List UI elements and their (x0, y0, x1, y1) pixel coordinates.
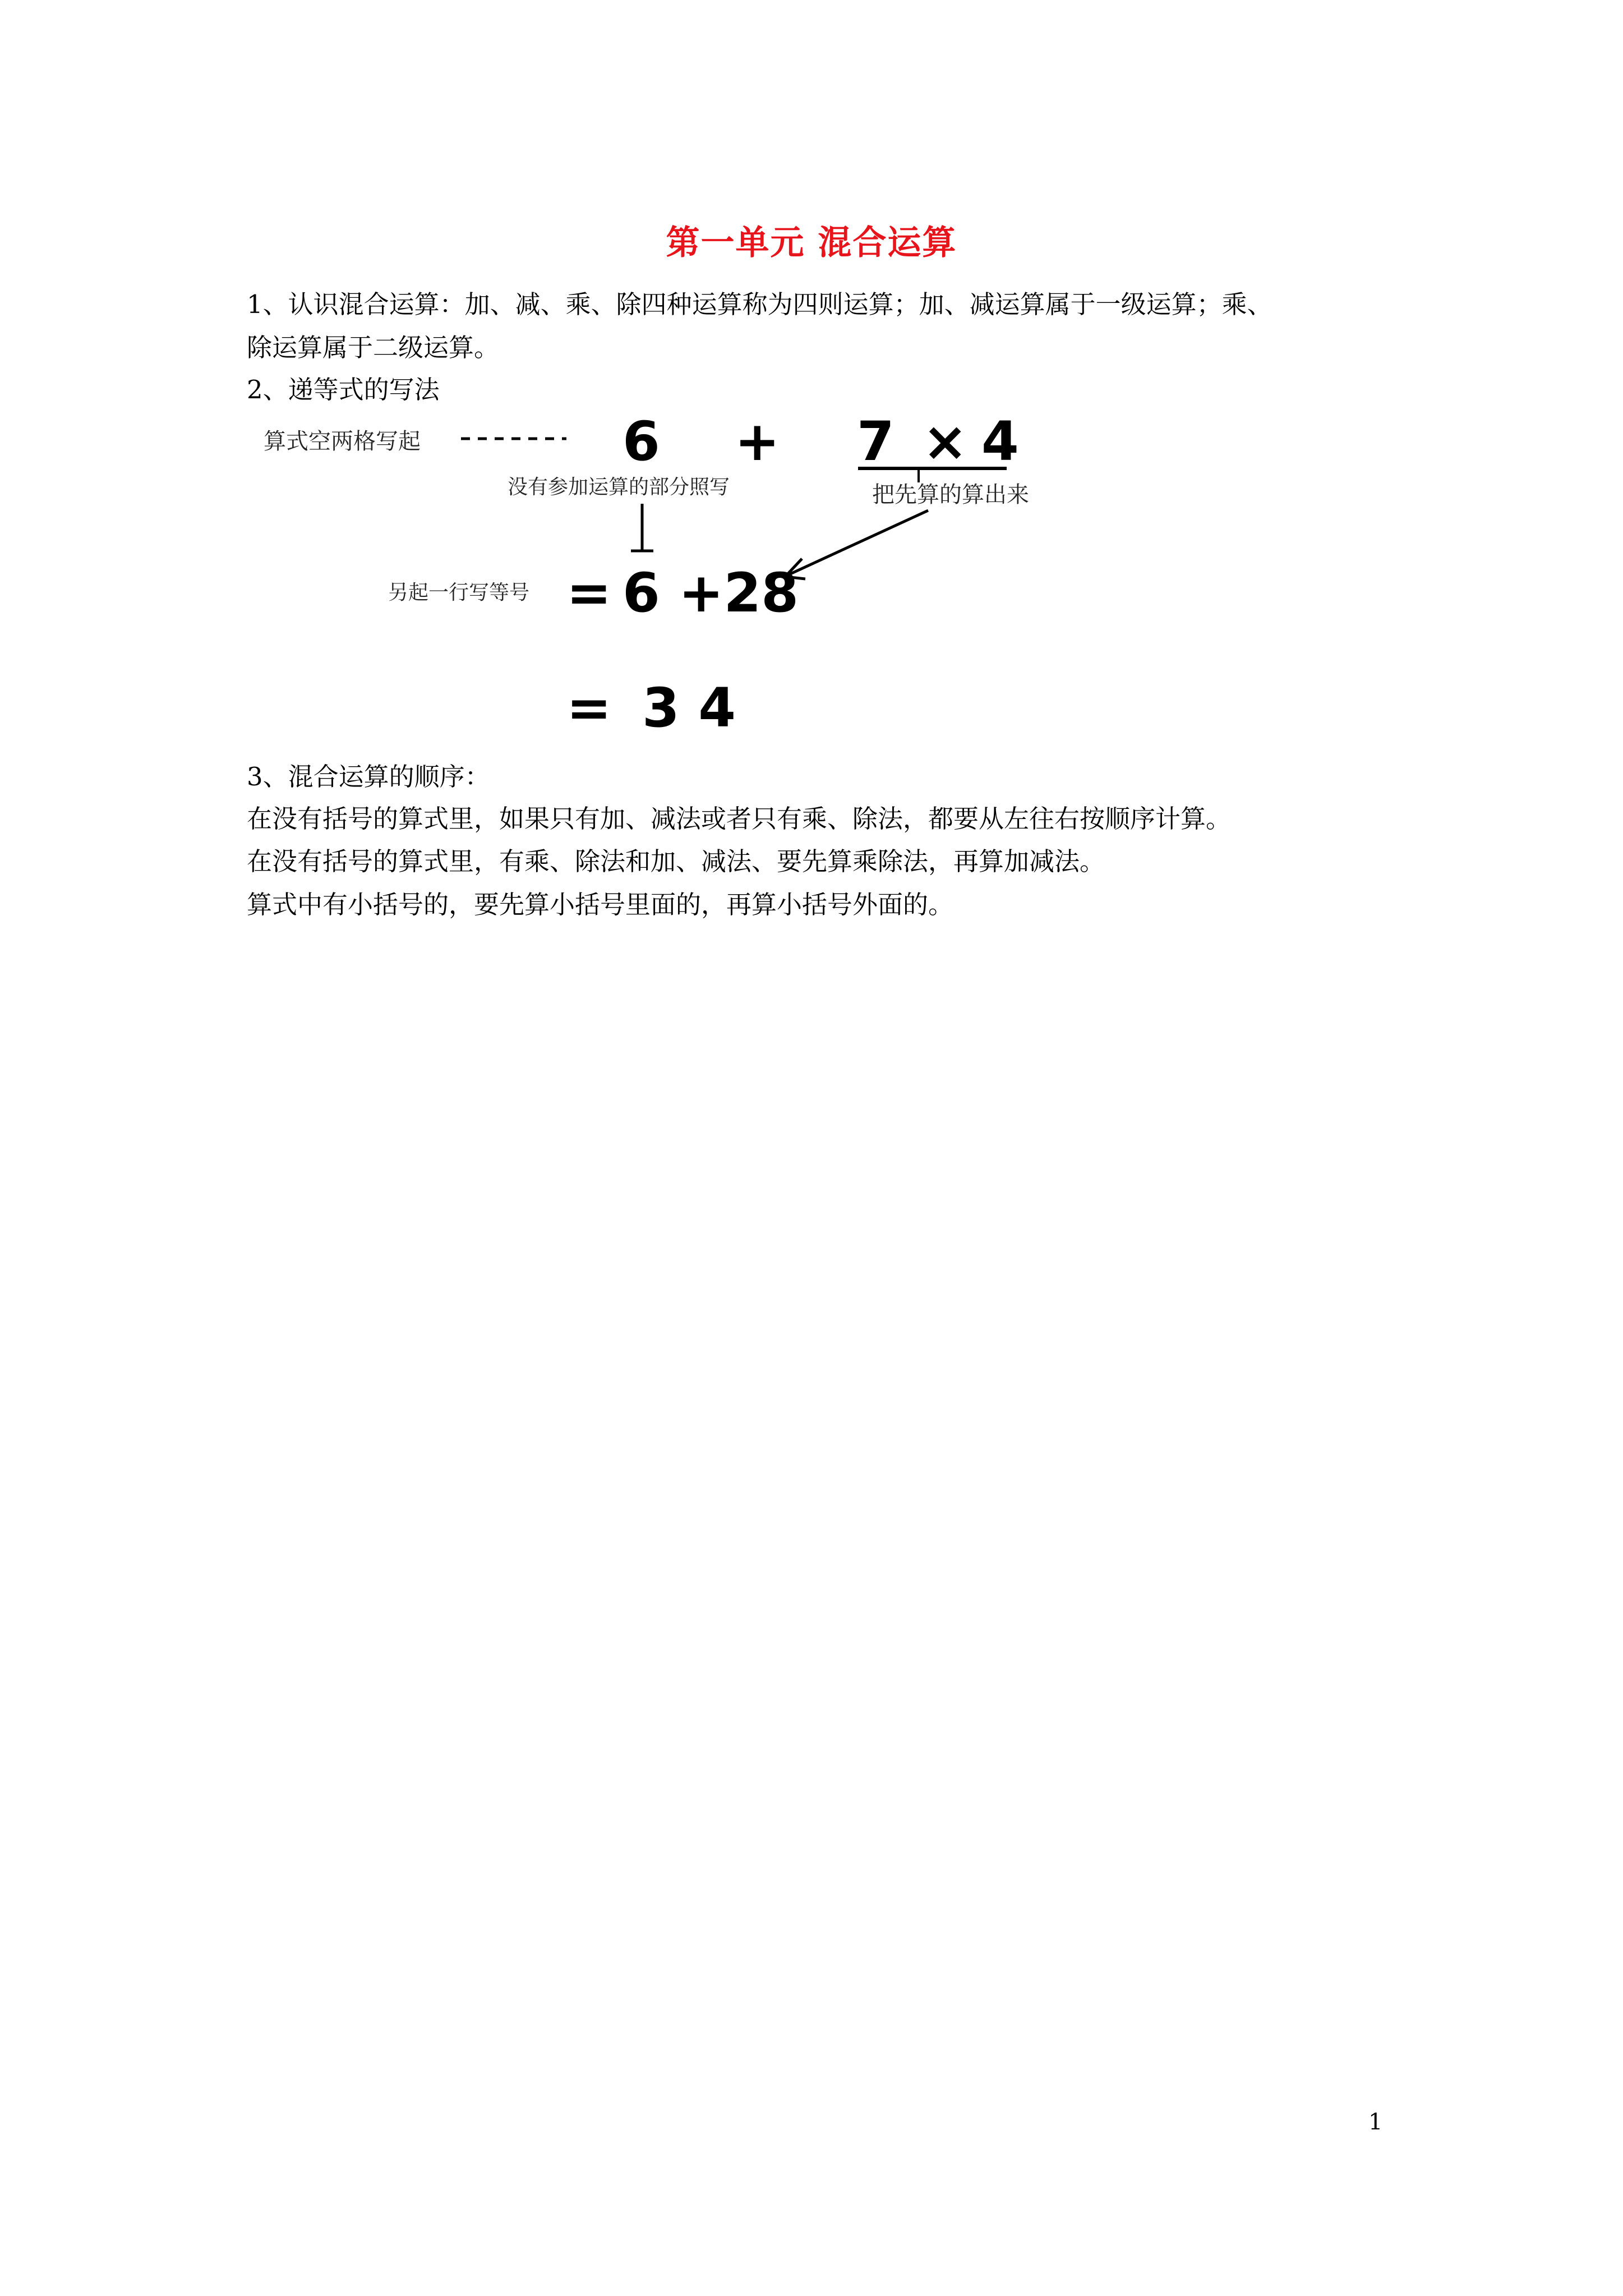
section-1-line-2: 除运算属于二级运算。 (247, 333, 500, 362)
note-compute-first-part: 把先算的算出来 (872, 482, 1029, 508)
section-3-line-1: 在没有括号的算式里，如果只有加、减法或者只有乘、除法，都要从左往右按顺序计算。 (247, 804, 1232, 834)
section-3-heading: 3、混合运算的顺序： (247, 762, 490, 792)
section-2-heading: 2、递等式的写法 (247, 375, 440, 404)
note-new-line-equal-sign: 另起一行写等号 (388, 581, 530, 604)
section-3-line-2: 在没有括号的算式里，有乘、除法和加、减法、要先算乘除法，再算加减法。 (247, 846, 1105, 876)
row1-number-7: 7 (857, 410, 895, 473)
row2-equal-sign: = (566, 562, 612, 624)
row2-number-6: 6 (623, 562, 660, 624)
row3-result-34: 3 4 (642, 677, 736, 739)
page-title: 第一单元 混合运算 (666, 223, 957, 263)
section-1-line-1: 1、认识混合运算：加、减、乘、除四种运算称为四则运算；加、减运算属于一级运算；乘、 (247, 289, 1272, 319)
row1-number-6: 6 (623, 410, 660, 473)
row2-plus-28: +28 (679, 562, 799, 624)
row1-plus-sign: + (735, 410, 780, 473)
note-start-two-spaces: 算式空两格写起 (264, 429, 421, 454)
note-copy-unchanged-part: 没有参加运算的部分照写 (508, 476, 730, 499)
section-3-line-3: 算式中有小括号的，要先算小括号里面的，再算小括号外面的。 (247, 890, 954, 919)
page-number: 1 (1368, 2109, 1383, 2135)
row3-equal-sign: = (566, 677, 612, 739)
row1-times-sign: × (923, 410, 968, 473)
arrow-to-28-shaft (788, 510, 928, 575)
row1-number-4: 4 (981, 410, 1019, 473)
